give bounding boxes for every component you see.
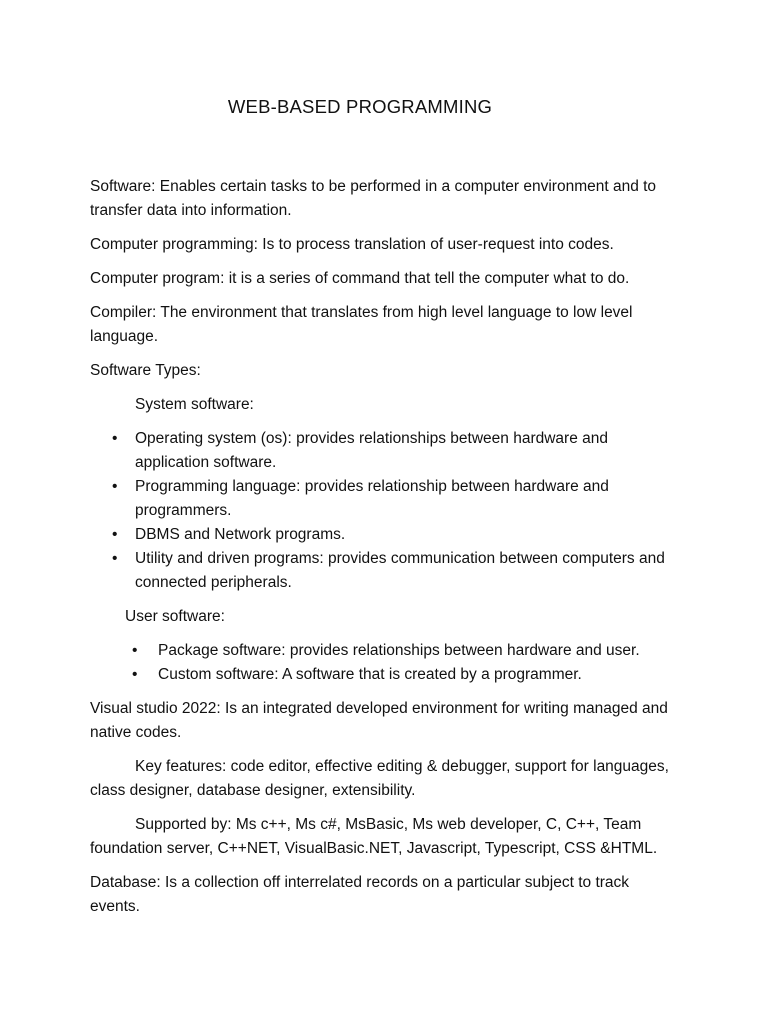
heading-software-types: Software Types: [90,362,201,379]
paragraph-key-features: Key features: code editor, effective editing & debugger, support for languages, class designer, database designer, extensibility. [90,758,669,799]
paragraph-visual-studio: Visual studio 2022: Is an integrated developed environment for writing managed and native codes. [90,700,668,741]
list-item [90,547,680,595]
list-item-text: Programming language: provides relationship between hardware and programmers. [135,478,609,519]
list-item-text: Operating system (os): provides relationships between hardware and application software. [135,430,608,471]
list-item [90,427,680,475]
paragraph-compiler: Compiler: The environment that translates from high level language to low level language. [90,304,633,345]
list-item-text: Package software: provides relationships between hardware and user. [158,642,640,659]
list-item-text: Custom software: A software that is created by a programmer. [158,666,582,683]
user-software-list [90,639,680,687]
paragraph-database: Database: Is a collection off interrelated records on a particular subject to track events. [90,874,630,915]
bullet-icon: • [132,666,138,683]
paragraph-computer-programming: Computer programming: Is to process translation of user-request into codes. [90,236,614,253]
paragraph-software: Software: Enables certain tasks to be performed in a computer environment and to transfer data into information. [90,178,657,219]
document-title: WEB-BASED PROGRAMMING [227,96,493,117]
heading-user-software: User software: [125,608,225,625]
bullet-icon: • [112,430,118,447]
list-item [90,475,680,523]
paragraph-supported-by: Supported by: Ms c++, Ms c#, MsBasic, Ms web developer, C, C++, Team foundation server, C++NET, VisualBasic.NET, Javascript, Typescript, CSS &HTML. [90,816,658,857]
list-item-text: Utility and driven programs: provides communication between computers and connected peripherals. [135,550,665,591]
bullet-icon: • [132,642,138,659]
bullet-icon: • [112,526,118,543]
list-item [90,639,680,663]
bullet-icon: • [112,550,118,567]
list-item-text: DBMS and Network programs. [135,526,346,543]
list-item [90,663,680,687]
paragraph-computer-program: Computer program: it is a series of command that tell the computer what to do. [90,270,630,287]
system-software-list [90,427,680,595]
document-body [90,175,680,929]
list-item [90,523,680,547]
bullet-icon: • [112,478,118,495]
heading-system-software: System software: [135,396,254,413]
